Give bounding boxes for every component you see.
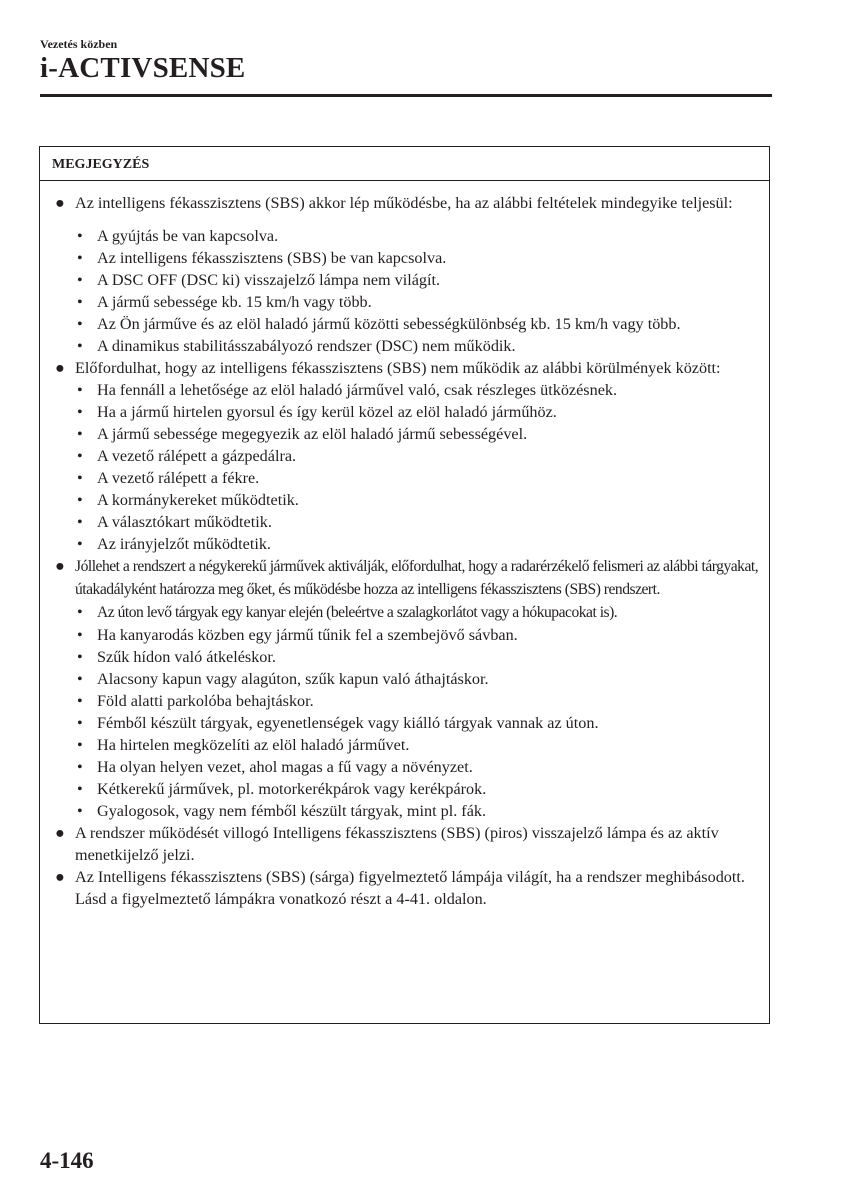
section-label: Vezetés közben [40, 37, 118, 51]
sub-list-item-text: Ha hirtelen megközelíti az elöl haladó járművet. [97, 736, 410, 754]
sub-list-item [49, 269, 769, 291]
sub-list-item [49, 734, 769, 756]
sub-list-item-text: A jármű sebessége kb. 15 km/h vagy több. [97, 293, 372, 311]
sub-bullet-icon: • [77, 403, 83, 421]
sub-list-item [49, 511, 769, 533]
list-item-text: Előfordulhat, hogy az intelligens fékasszisztens (SBS) nem működik az alábbi körülmények között: [75, 359, 721, 377]
sub-list-item-text: Fémből készült tárgyak, egyenetlenségek vagy kiálló tárgyak vannak az úton. [97, 714, 599, 732]
sub-list-item-text: Ha a jármű hirtelen gyorsul és így kerül közel az elöl haladó járműhöz. [97, 403, 557, 421]
sub-bullet-icon: • [77, 802, 83, 820]
sub-list-item-text: Az intelligens fékasszisztens (SBS) be van kapcsolva. [97, 249, 447, 267]
sub-list-item-text: Föld alatti parkolóba behajtáskor. [97, 692, 314, 710]
sub-list-item [49, 335, 769, 357]
sub-bullet-icon: • [77, 293, 83, 311]
sub-list-item-text: A kormánykereket működtetik. [97, 491, 299, 509]
sub-bullet-icon: • [77, 535, 83, 553]
page-title: i-ACTIVSENSE [40, 52, 246, 84]
sub-bullet-icon: • [77, 603, 83, 621]
list-item [49, 822, 769, 866]
sub-bullet-icon: • [77, 315, 83, 333]
sub-bullet-icon: • [77, 381, 83, 399]
sub-list-item [49, 800, 769, 822]
sub-bullet-icon: • [77, 714, 83, 732]
sub-list-item-text: A dinamikus stabilitásszabályozó rendszer (DSC) nem működik. [97, 337, 516, 355]
sub-list-item [49, 690, 769, 712]
sub-list-item-text: A vezető rálépett a fékre. [97, 469, 260, 487]
sub-bullet-icon: • [77, 227, 83, 245]
sub-list-item-text: A jármű sebessége megegyezik az elöl haladó jármű sebességével. [97, 425, 528, 443]
sub-bullet-icon: • [77, 469, 83, 487]
sub-bullet-icon: • [77, 692, 83, 710]
list-item [49, 555, 769, 601]
sub-list-item-text: Ha fennáll a lehetősége az elöl haladó járművel való, csak részleges ütközésnek. [97, 381, 618, 399]
sub-bullet-icon: • [77, 447, 83, 465]
sub-bullet-icon: • [77, 249, 83, 267]
bullet-icon: ● [55, 824, 65, 842]
sub-list-item [49, 401, 769, 423]
bullet-icon: ● [55, 557, 65, 575]
sub-bullet-icon: • [77, 780, 83, 798]
sub-list-item [49, 291, 769, 313]
list-item-text: A rendszer működését villogó Intelligens fékasszisztens (SBS) (piros) visszajelző lámpa és az aktív menetkijelző jelzi. [75, 824, 719, 864]
sub-bullet-icon: • [77, 271, 83, 289]
sub-list-item [49, 624, 769, 646]
sub-list-item [49, 445, 769, 467]
list-item-text: Jóllehet a rendszert a négykerekű járművek aktiválják, előfordulhat, hogy a radarérzékelő felismeri az alábbi tárgyakat, útakadályként határozza meg őket, és működésbe hozza az intelligens fékasszisztens (SBS) rendszert. [75, 558, 759, 598]
note-box [39, 146, 770, 1024]
sub-list-item-text: Az Ön járműve és az elöl haladó jármű közötti sebességkülönbség kb. 15 km/h vagy több. [97, 315, 681, 333]
sub-bullet-icon: • [77, 626, 83, 644]
sub-list-item-text: Alacsony kapun vagy alagúton, szűk kapun való áthajtáskor. [97, 670, 489, 688]
sub-list-item [49, 601, 769, 624]
sub-list-item [49, 778, 769, 800]
sub-list-item-text: Az irányjelzőt működtetik. [97, 535, 271, 553]
sub-list-item-text: A vezető rálépett a gázpedálra. [97, 447, 297, 465]
sub-list-item-text: Ha olyan helyen vezet, ahol magas a fű vagy a növényzet. [97, 758, 473, 776]
sub-bullet-icon: • [77, 491, 83, 509]
page-number: 4-146 [40, 1148, 94, 1173]
sub-list-item [49, 225, 769, 247]
sub-list-item-text: Szűk hídon való átkeléskor. [97, 648, 276, 666]
list-item [49, 866, 769, 910]
sub-list-item [49, 379, 769, 401]
sub-list-item [49, 712, 769, 734]
sub-list-item [49, 423, 769, 445]
list-item [49, 192, 769, 214]
sub-bullet-icon: • [77, 425, 83, 443]
sub-list-item-text: A DSC OFF (DSC ki) visszajelző lámpa nem világít. [97, 271, 441, 289]
sub-bullet-icon: • [77, 337, 83, 355]
sub-list-item-text: A gyújtás be van kapcsolva. [97, 227, 279, 245]
sub-bullet-icon: • [77, 758, 83, 776]
sub-list-item [49, 756, 769, 778]
bullet-icon: ● [55, 359, 65, 377]
bullet-icon: ● [55, 194, 65, 212]
sub-list-item-text: Az úton levő tárgyak egy kanyar elején (beleértve a szalagkorlátot vagy a hókupacokat is). [97, 604, 618, 621]
note-heading: MEGJEGYZÉS [40, 147, 769, 181]
sub-bullet-icon: • [77, 513, 83, 531]
sub-list-item-text: A választókart működtetik. [97, 513, 272, 531]
list-item [49, 357, 769, 379]
bullet-icon: ● [55, 868, 65, 886]
sub-list-item [49, 533, 769, 555]
sub-list-item-text: Gyalogosok, vagy nem fémből készült tárgyak, mint pl. fák. [97, 802, 487, 820]
sub-bullet-icon: • [77, 648, 83, 666]
sub-list-item [49, 668, 769, 690]
sub-list-item [49, 313, 769, 335]
sub-list-item [49, 247, 769, 269]
sub-bullet-icon: • [77, 736, 83, 754]
title-rule [40, 94, 772, 97]
sub-list-item-text: Ha kanyarodás közben egy jármű tűnik fel a szembejövő sávban. [97, 626, 518, 644]
sub-bullet-icon: • [77, 670, 83, 688]
page-reference-text: Lásd a figyelmeztető lámpákra vonatkozó részt a 4-41. oldalon. [75, 890, 487, 908]
sub-list-item-text: Kétkerekű járművek, pl. motorkerékpárok vagy kerékpárok. [97, 780, 487, 798]
note-body [40, 181, 769, 910]
sub-list-item [49, 467, 769, 489]
list-item-text: Az intelligens fékasszisztens (SBS) akkor lép működésbe, ha az alábbi feltételek mindegyike teljesül: [75, 194, 733, 212]
sub-list-item [49, 646, 769, 668]
list-item-text: Az Intelligens fékasszisztens (SBS) (sárga) figyelmeztető lámpája világít, ha a rendszer meghibásodott. [75, 868, 745, 886]
sub-list-item [49, 489, 769, 511]
